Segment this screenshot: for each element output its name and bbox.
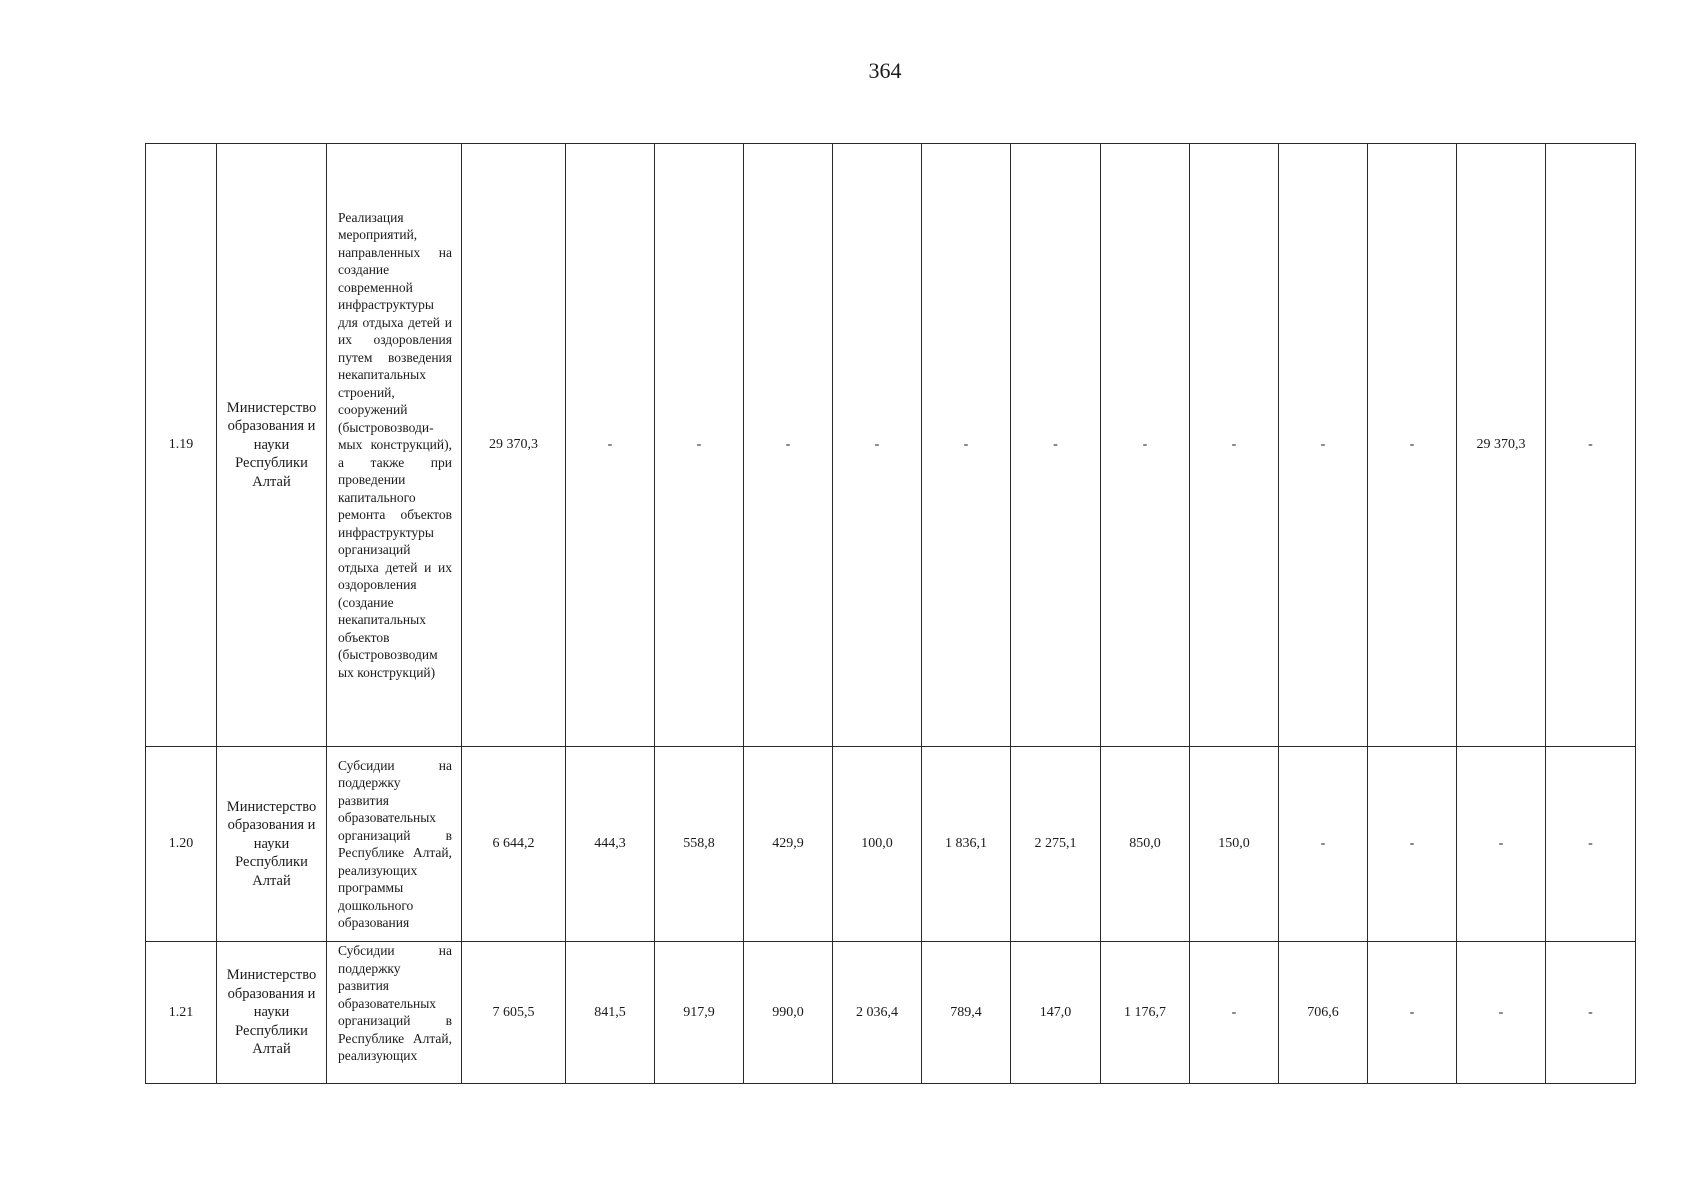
row-number-cell: 1.21 <box>146 942 217 1084</box>
amount-cell: 1 176,7 <box>1101 942 1190 1084</box>
table-row <box>146 144 1636 747</box>
total-amount-cell: 6 644,2 <box>462 747 566 942</box>
row-number-cell: 1.20 <box>146 747 217 942</box>
amount-cell: - <box>1457 747 1546 942</box>
amount-cell: - <box>655 144 744 747</box>
amount-cell: 706,6 <box>1279 942 1368 1084</box>
measure-description-cell: Субсидии на поддержку развития образовательных организаций в Республике Алтай, реализующих программы дошкольного образования <box>327 747 462 942</box>
page-number: 364 <box>868 58 902 83</box>
amount-cell: - <box>1368 747 1457 942</box>
amount-cell: 558,8 <box>655 747 744 942</box>
amount-cell: 147,0 <box>1011 942 1101 1084</box>
amount-cell: 990,0 <box>744 942 833 1084</box>
responsible-organization-cell: Министерство образования и науки Республики Алтай <box>217 144 327 747</box>
total-amount-cell: 7 605,5 <box>462 942 566 1084</box>
responsible-organization-cell: Министерство образования и науки Республики Алтай <box>217 942 327 1084</box>
amount-cell: - <box>1368 942 1457 1084</box>
amount-cell: - <box>1457 942 1546 1084</box>
amount-cell: - <box>1011 144 1101 747</box>
table-row <box>146 747 1636 942</box>
amount-cell: 917,9 <box>655 942 744 1084</box>
amount-cell: 2 275,1 <box>1011 747 1101 942</box>
amount-cell: 29 370,3 <box>1457 144 1546 747</box>
table-body <box>146 144 1636 1084</box>
amount-cell: 100,0 <box>833 747 922 942</box>
amount-cell: - <box>1279 747 1368 942</box>
row-number-cell: 1.19 <box>146 144 217 747</box>
table-row <box>146 942 1636 1084</box>
amount-cell: 429,9 <box>744 747 833 942</box>
amount-cell: 850,0 <box>1101 747 1190 942</box>
measure-description-cell: Субсидии на поддержку развития образовательных организаций в Республике Алтай, реализующих <box>327 942 462 1084</box>
amount-cell: 150,0 <box>1190 747 1279 942</box>
amount-cell: 444,3 <box>566 747 655 942</box>
amount-cell: - <box>833 144 922 747</box>
amount-cell: 1 836,1 <box>922 747 1011 942</box>
amount-cell: - <box>566 144 655 747</box>
amount-cell: - <box>744 144 833 747</box>
responsible-organization-cell: Министерство образования и науки Республики Алтай <box>217 747 327 942</box>
total-amount-cell: 29 370,3 <box>462 144 566 747</box>
amount-cell: 789,4 <box>922 942 1011 1084</box>
amount-cell: - <box>1101 144 1190 747</box>
amount-cell: - <box>1546 144 1636 747</box>
amount-cell: - <box>1190 144 1279 747</box>
amount-cell: 841,5 <box>566 942 655 1084</box>
budget-table <box>145 143 1636 1084</box>
amount-cell: - <box>922 144 1011 747</box>
amount-cell: - <box>1546 747 1636 942</box>
amount-cell: - <box>1190 942 1279 1084</box>
amount-cell: - <box>1279 144 1368 747</box>
measure-description-cell: Реализация мероприятий, направленных на создание современной инфраструктуры для отдыха детей и их оздоровления путем возведения некапитальных строений, сооружений (быстровозводи-мых конструкций), а также при проведении капитального ремонта объектов инфраструктуры организаций отдыха детей и их оздоровления (создание некапитальных объектов (быстровозводим ых конструкций) <box>327 144 462 747</box>
amount-cell: - <box>1368 144 1457 747</box>
amount-cell: - <box>1546 942 1636 1084</box>
amount-cell: 2 036,4 <box>833 942 922 1084</box>
